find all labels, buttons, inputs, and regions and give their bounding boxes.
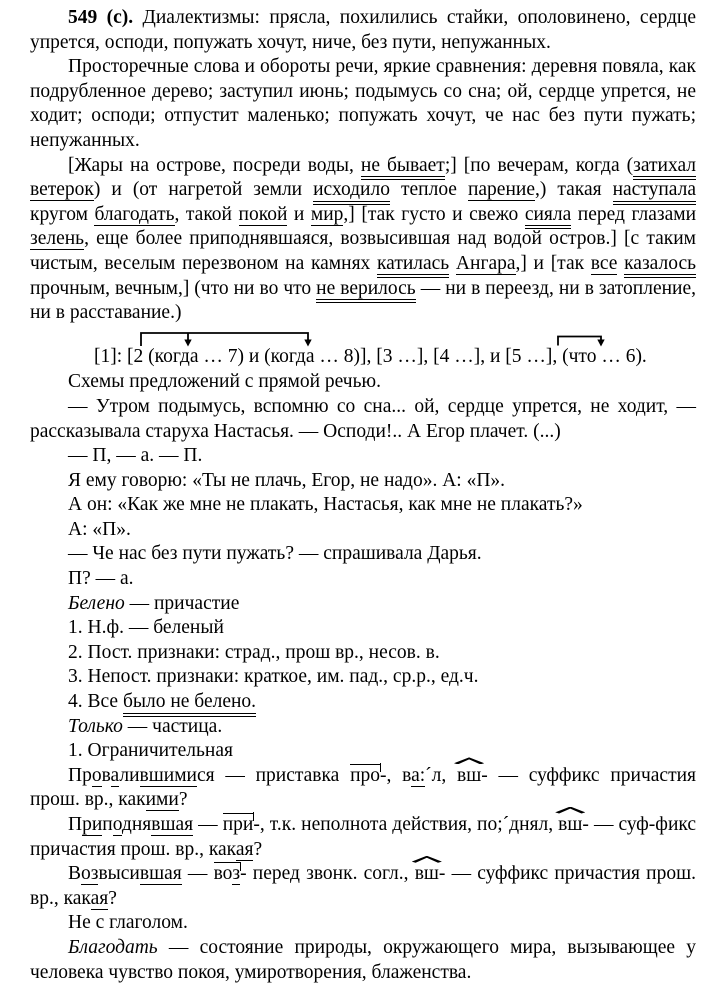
text-run: —	[181, 863, 214, 885]
text-run: ) и (от нагретой земли	[93, 179, 314, 201]
tolko-heading	[30, 715, 696, 740]
scheme-p-a-p	[30, 444, 696, 469]
text-run: Благодать	[68, 936, 158, 958]
text-run: 1. Н.ф. — беленый	[68, 617, 224, 639]
text-run: ая	[90, 887, 109, 909]
text-run: теплое	[389, 179, 468, 201]
text-run: о	[112, 814, 122, 835]
text-run: исходило	[313, 179, 390, 205]
text-run: — ни в переезд, ни в затопление, ни в расставание.)	[30, 277, 696, 324]
text-run: покой	[238, 203, 288, 225]
beleno-item-3	[30, 665, 696, 690]
text-run: в	[101, 764, 111, 786]
text-run: — причастие	[124, 592, 240, 614]
text-run: ,] и [так	[515, 252, 591, 274]
text-run: дня	[121, 814, 152, 835]
text-run: — Утром подымусь, вспомню со сна... ой, сердце упрется, не ходит, — рассказывала старуха Настасья. — Осподи!.. А Егор плачет. (...)	[30, 395, 696, 442]
text-run: -, в	[380, 764, 412, 786]
dialogue-ya-emu	[30, 469, 696, 494]
text-run: во	[213, 863, 233, 885]
text-run: ,) такая	[535, 179, 613, 201]
text-run: вш	[558, 814, 583, 835]
morpheme-pripodnyavshaya	[30, 813, 696, 862]
text-run: наступала	[613, 179, 696, 205]
text-run: [1]: [2 (когда … 7) и (когда … 8)], [3 …], [4 …], и [5 …], (что … 6).	[94, 345, 647, 367]
text-run: ветерок	[30, 179, 94, 201]
text-run: не верилось	[316, 278, 416, 304]
text-run: ри	[82, 814, 103, 835]
text-run: затихал	[633, 155, 696, 181]
text-run: [Жары на острове, посреди воды,	[68, 154, 361, 176]
text-run: ?	[178, 789, 188, 811]
syntax-analysis-paragraph	[30, 154, 696, 326]
text-run: вшими	[139, 764, 197, 786]
text-run: — П, — а. — П.	[68, 445, 203, 467]
text-run: - — суффикс причастия прош. вр., как	[30, 764, 696, 811]
beleno-heading	[30, 592, 696, 617]
text-run: ,] [так густо и свежо	[343, 203, 525, 225]
text-run: Не с глаголом.	[68, 912, 188, 934]
beleno-item-2	[30, 641, 696, 666]
text-run: вшая	[151, 814, 194, 835]
text-run: Я ему говорю: «Ты не плачь, Егор, не надо». А: «П».	[68, 469, 506, 491]
text-run: мир	[310, 203, 344, 225]
text-run: — Че нас без пути пужать? — спрашивала Дарья.	[68, 543, 482, 565]
scheme-line	[30, 329, 696, 370]
text-run: п	[102, 814, 113, 835]
text-run: 1. Ограничительная	[68, 740, 233, 762]
text-run: - перед звонк. согл.,	[240, 863, 415, 885]
dialogue-darya	[30, 542, 696, 567]
text-run: , еще более приподнявшаяся, возвысившая над водой остров.] [с таким чистым, веселым перезвоном на камнях	[30, 228, 696, 274]
direct-speech-heading	[30, 370, 696, 395]
text-run: катилась	[377, 253, 449, 279]
text-run: все	[590, 252, 618, 274]
text-run: ?	[253, 838, 263, 860]
text-run: П	[68, 814, 83, 835]
text-run: казалось	[624, 253, 696, 279]
ne-s-glagolom	[30, 911, 696, 936]
morpheme-vozvysivshaya	[30, 862, 696, 911]
text-run: было не белено.	[123, 691, 256, 717]
text-run: —	[193, 814, 223, 835]
text-run: сияла	[525, 204, 571, 230]
text-run: зелень	[30, 228, 85, 250]
text-run: выси	[98, 863, 140, 885]
text-run: про	[350, 764, 380, 786]
text-run: кругом	[30, 203, 95, 225]
text-run: оз	[81, 863, 99, 885]
text-run: прочным, вечным,] (что ни во что	[30, 277, 317, 299]
text-run: не бывает	[361, 155, 445, 181]
text-run: Диалектизмы: прясла, похилились стайки, ополовинено, сердце упрется, осподи, попужать хочут, ниче, без пути, непужанных.	[30, 7, 696, 53]
text-run: перед глазами	[571, 203, 697, 225]
text-run: В	[68, 863, 82, 885]
text-run: 4. Все	[68, 691, 123, 713]
text-run: 549 (с).	[68, 7, 134, 28]
text-run: ?	[108, 887, 117, 909]
text-run	[449, 253, 456, 274]
text-run: парение	[467, 179, 535, 201]
dialogue-nastasya	[30, 395, 696, 444]
text-run: Белено	[68, 592, 125, 614]
dialogue-a-on	[30, 493, 696, 518]
beleno-item-4	[30, 690, 696, 715]
text-run: , такой	[174, 203, 239, 225]
text-run: и	[287, 203, 311, 225]
morpheme-provalivshimisya	[30, 764, 696, 813]
text-run: а	[110, 764, 120, 786]
text-run: ая	[235, 838, 254, 860]
text-run: А: «П».	[68, 518, 131, 540]
scheme-a-p	[30, 518, 696, 543]
text-run: 2. Пост. признаки: страд., прош вр., несов. в.	[68, 641, 440, 663]
text-run: А он: «Как же мне не плакать, Настасья, как мне не плакать?»	[68, 494, 583, 516]
text-run: — частица.	[122, 715, 223, 737]
text-run: - — суффикс причастия прош. вр., как	[30, 863, 697, 909]
text-run: Ангара	[455, 252, 516, 274]
text-run: благодать	[94, 203, 175, 225]
text-run: ли	[119, 764, 140, 786]
blagodat-definition	[30, 936, 696, 985]
text-run: Пр	[68, 764, 92, 786]
text-run: — состояние природы, окружающего мира, вызывающее у человека чувство покоя, умиротворения, блаженства.	[30, 936, 696, 983]
text-run: ´л,	[425, 764, 457, 786]
exercise-answer-intro	[30, 6, 696, 55]
text-run: Просторечные слова и обороты речи, яркие сравнения: деревня повяла, как подрубленное дерево; заступил июнь; подымусь со сна; ой, сердце упрется, не ходит; осподи; отпустит маленько; попужать хочут, че нас без пути пужать; непужанных.	[30, 56, 696, 151]
text-run: П? — а.	[68, 568, 134, 590]
text-run: при	[222, 814, 254, 835]
text-run: ими	[145, 789, 179, 811]
tolko-item-1	[30, 739, 696, 764]
text-run: вш	[414, 863, 439, 885]
text-run: а:	[411, 764, 426, 786]
text-run: ;] [по вечерам, когда (	[444, 154, 634, 176]
text-run: 3. Непост. признаки: краткое, им. пад., ср.р., ед.ч.	[68, 666, 479, 688]
colloquial-words-paragraph	[30, 55, 696, 153]
text-run: вш	[456, 764, 482, 786]
text-run: з	[232, 863, 241, 885]
scheme-p-a	[30, 567, 696, 592]
text-run: - — суф-фикс причастия прош. вр., как	[30, 814, 697, 860]
text-run: вшая	[139, 863, 182, 885]
text-run: -, т.к. неполнота действия, по;´днял,	[253, 814, 559, 835]
text-run: Только	[68, 715, 123, 737]
beleno-item-1	[30, 616, 696, 641]
scheme-arrows	[30, 329, 694, 347]
text-run: о	[91, 764, 102, 786]
text-run: ся — приставка	[196, 764, 351, 786]
text-run: Схемы предложений с прямой речью.	[68, 371, 381, 393]
